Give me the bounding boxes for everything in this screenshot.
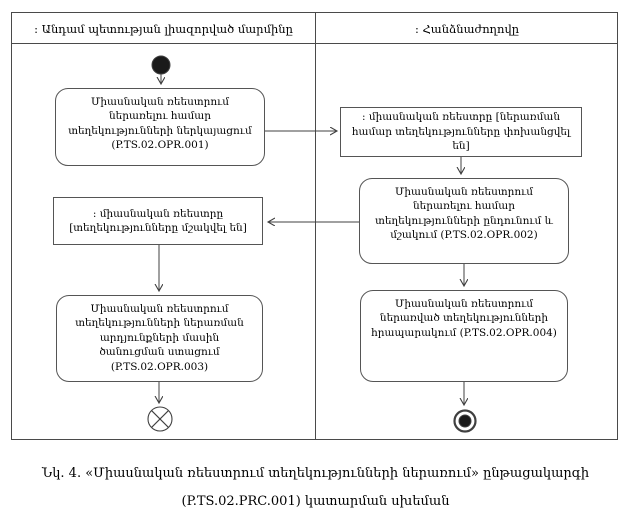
lane-header-right-label: : Հանձնաժողովը <box>415 21 519 36</box>
action-node-opr001 <box>55 88 265 166</box>
object-node-register-transferred-label: : միասնական ռեեստրը [ներառման համար տեղեկությունները փոխանցվել են] <box>351 111 571 153</box>
lane-header-commission <box>316 13 618 44</box>
action-node-opr003-label: Միասնական ռեեստրում տեղեկությունների ներառման արդյունքների մասին ծանուցման ստացում (P.TS.02.OPR.003) <box>75 303 244 373</box>
figure-caption-line-2: (P.TS.02.PRC.001) կատարման սխեման <box>181 494 450 509</box>
figure-caption <box>0 460 631 516</box>
lane-header-left-label: : Անդամ պետության լիազորված մարմինը <box>34 21 293 36</box>
action-node-opr002 <box>359 178 569 264</box>
action-node-opr002-label: Միասնական ռեեստրում ներառելու համար տեղեկությունների ընդունում և մշակում (P.TS.02.OPR.002) <box>375 186 553 242</box>
action-node-opr001-label: Միասնական ռեեստրում ներառելու համար տեղեկությունների ներկայացում (P.TS.02.OPR.001) <box>68 96 252 152</box>
lane-header-authorized-body <box>12 13 315 44</box>
action-node-opr004-label: Միասնական ռեեստրում ներառված տեղեկությունների հրապարակում (P.TS.02.OPR.004) <box>371 298 557 339</box>
object-node-register-processed <box>53 197 263 245</box>
object-node-register-processed-label: : միասնական ռեեստրը [տեղեկությունները մշակվել են] <box>69 207 247 234</box>
action-node-opr004 <box>360 290 568 382</box>
figure-caption-line-1: Նկ. 4. «Միասնական ռեեստրում տեղեկությունների ներառում» ընթացակարգի <box>41 466 590 481</box>
action-node-opr003 <box>56 295 263 382</box>
object-node-register-transferred <box>340 107 582 157</box>
lane-divider <box>315 13 316 439</box>
